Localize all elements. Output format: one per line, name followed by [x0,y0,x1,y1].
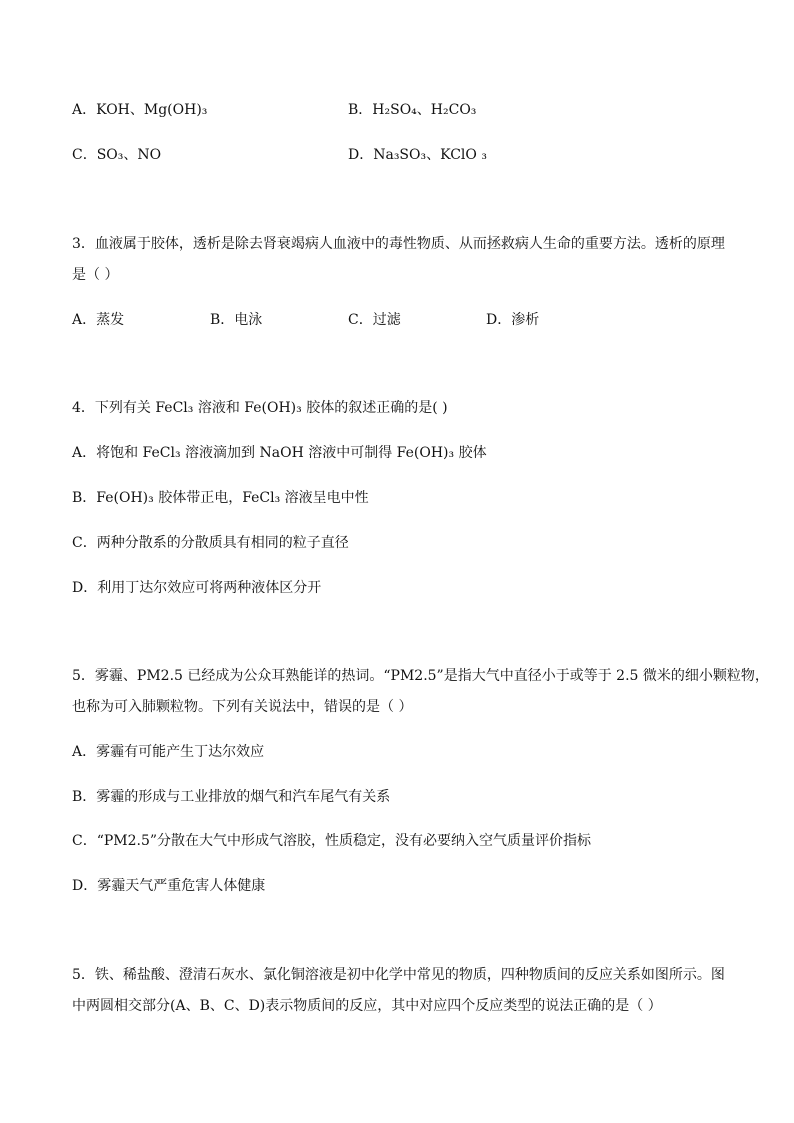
q4-option-c: C．两种分散系的分散质具有相同的粒子直径 [72,535,349,551]
q5-stem-line2: 也称为可入肺颗粒物。下列有关说法中，错误的是（ ） [72,699,413,715]
q3-stem-line1: 3．血液属于胶体，透析是除去肾衰竭病人血液中的毒性物质、从而拯救病人生命的重要方法。透析的原理 [72,236,725,252]
q2-option-c: C．SO₃、NO [72,147,162,163]
q3-option-a: A．蒸发 [72,312,125,328]
q4-option-b: B．Fe(OH)₃ 胶体带正电，FeCl₃ 溶液呈电中性 [72,490,369,506]
q5-option-a: A．雾霾有可能产生丁达尔效应 [72,744,265,760]
q2-option-a: A．KOH、Mg(OH)₃ [72,102,208,118]
q3-option-d: D．渗析 [486,312,540,328]
q2-option-d: D．Na₃SO₃、KClO ₃ [348,147,487,163]
q5-stem-line1: 5．雾霾、PM2.5 已经成为公众耳熟能详的热词。“PM2.5”是指大气中直径小于或等于 2.5 微米的细小颗粒物， [72,668,769,684]
q3-option-b: B．电泳 [210,312,263,328]
q6-stem-line1: 5．铁、稀盐酸、澄清石灰水、氯化铜溶液是初中化学中常见的物质，四种物质间的反应关系如图所示。图 [72,967,725,983]
q5-option-c: C．“PM2.5”分散在大气中形成气溶胶，性质稳定，没有必要纳入空气质量评价指标 [72,833,592,849]
q4-stem: 4．下列有关 FeCl₃ 溶液和 Fe(OH)₃ 胶体的叙述正确的是( ) [72,400,448,416]
q5-option-b: B．雾霾的形成与工业排放的烟气和汽车尾气有关系 [72,789,391,805]
q4-option-d: D．利用丁达尔效应可将两种液体区分开 [72,580,322,596]
q5-option-d: D．雾霾天气严重危害人体健康 [72,878,266,894]
q2-option-b: B．H₂SO₄、H₂CO₃ [348,102,477,118]
q6-stem-line2: 中两圆相交部分(A、B、C、D)表示物质间的反应，其中对应四个反应类型的说法正确的是（ ） [72,998,662,1014]
q3-option-c: C．过滤 [348,312,401,328]
q4-option-a: A．将饱和 FeCl₃ 溶液滴加到 NaOH 溶液中可制得 Fe(OH)₃ 胶体 [72,445,487,461]
q3-stem-line2: 是（ ） [72,267,119,283]
